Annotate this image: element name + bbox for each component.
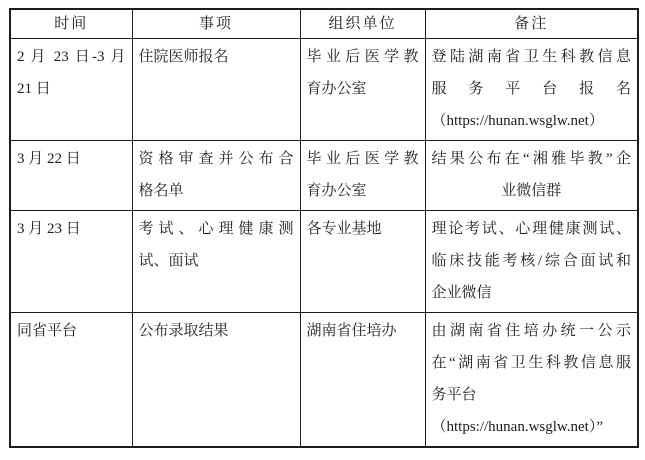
table-cell-time [10, 313, 132, 448]
cell-line: 试、面试 [138, 253, 199, 269]
table-cell-item [132, 39, 300, 141]
cell-line: 各专业基地 [306, 221, 382, 237]
cell-line: 育办公室 [306, 183, 367, 199]
cell-line: 育办公室 [306, 81, 367, 97]
table-cell-time [10, 39, 132, 141]
cell-line: 毕业后医学教 [306, 151, 419, 167]
cell-line: 企业微信 [431, 285, 492, 301]
header-cell-org: 组织单位 [300, 9, 425, 39]
table-body [10, 39, 638, 448]
cell-line: 3 月 23 日 [17, 221, 81, 237]
table-cell-org [300, 313, 425, 448]
table-cell-note [425, 313, 638, 448]
header-cell-item: 事项 [132, 9, 300, 39]
table-row [10, 141, 638, 211]
table-cell-org [300, 39, 425, 141]
cell-line: 3 月 22 日 [17, 151, 81, 167]
table-cell-time [10, 141, 132, 211]
table-cell-note [425, 141, 638, 211]
cell-line: 2 月 23 日-3 月 [17, 49, 126, 65]
cell-line: 21 日 [17, 81, 51, 97]
table-cell-item [132, 211, 300, 313]
cell-line: 住院医师报名 [138, 49, 229, 65]
cell-line: （https://hunan.wsglw.net） [431, 113, 604, 129]
table-cell-time [10, 211, 132, 313]
cell-line: 服 务 平 台 报 名 [431, 81, 631, 97]
table-cell-org [300, 211, 425, 313]
table-row [10, 313, 638, 448]
cell-line: 业微信群 [501, 183, 562, 199]
table-cell-org [300, 141, 425, 211]
cell-line: 登陆湖南省卫生科教信息 [431, 49, 631, 65]
schedule-table [9, 8, 639, 448]
cell-line: 公布录取结果 [138, 323, 229, 339]
table-cell-note [425, 39, 638, 141]
table-row [10, 39, 638, 141]
cell-line: 理论考试、心理健康测试、 [431, 221, 631, 237]
table-cell-item [132, 313, 300, 448]
cell-line: 结果公布在“湘雅毕教”企 [431, 151, 631, 167]
table-header [10, 9, 638, 39]
cell-line: 格名单 [138, 183, 184, 199]
cell-line: （https://hunan.wsglw.net）” [431, 419, 604, 435]
cell-line: 由湖南省住培办统一公示 [431, 323, 631, 339]
cell-line: 资格审查并公布合 [138, 151, 294, 167]
cell-line: 同省平台 [17, 323, 78, 339]
header-row [10, 9, 638, 39]
cell-line: 考试、心理健康测 [138, 221, 294, 237]
cell-line: 毕业后医学教 [306, 49, 419, 65]
cell-line: 务平台 [431, 387, 477, 403]
table-cell-note [425, 211, 638, 313]
header-cell-time: 时间 [10, 9, 132, 39]
cell-line: 临床技能考核/综合面试和 [431, 253, 631, 269]
cell-line: 在“湖南省卫生科教信息服 [431, 355, 631, 371]
header-cell-note: 备注 [425, 9, 638, 39]
table-cell-item [132, 141, 300, 211]
table-row [10, 211, 638, 313]
cell-line: 湖南省住培办 [306, 323, 397, 339]
